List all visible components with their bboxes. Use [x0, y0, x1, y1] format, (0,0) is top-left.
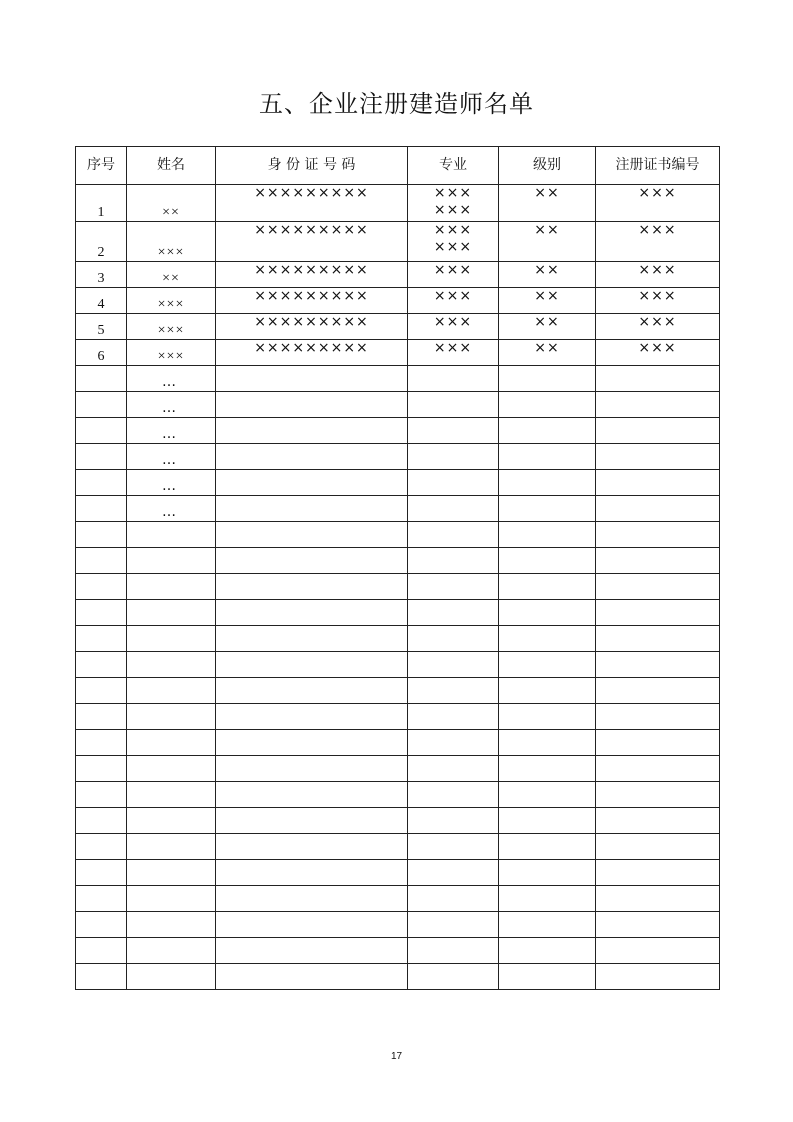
cell-empty — [127, 678, 216, 704]
table-row — [76, 262, 720, 288]
cell-empty — [596, 392, 720, 418]
cell-empty — [408, 626, 499, 652]
cell-empty — [216, 834, 408, 860]
table-row — [76, 834, 720, 860]
cell-empty — [76, 886, 127, 912]
cell-seq: 2 — [76, 222, 127, 262]
cell-name: ×× — [127, 262, 216, 288]
cell-empty — [596, 730, 720, 756]
cell-empty — [216, 912, 408, 938]
cell-name-ellipsis: … — [127, 418, 216, 444]
cell-empty — [499, 886, 596, 912]
cell-id: ××××××××× — [216, 340, 408, 366]
table-row — [76, 314, 720, 340]
column-header-level: 级别 — [499, 147, 596, 185]
cell-empty — [216, 938, 408, 964]
cell-id: ××××××××× — [216, 262, 408, 288]
cell-seq: 4 — [76, 288, 127, 314]
engineer-roster-table — [75, 146, 720, 990]
cell-empty — [596, 912, 720, 938]
cell-cert: ××× — [596, 185, 720, 222]
major-line: ××× — [433, 222, 473, 238]
major-line: ××× — [433, 202, 473, 218]
cell-empty — [408, 444, 499, 470]
cell-empty — [499, 574, 596, 600]
cell-empty — [127, 860, 216, 886]
cell-empty — [76, 704, 127, 730]
cell-empty — [499, 600, 596, 626]
cell-empty — [216, 548, 408, 574]
cell-empty — [216, 860, 408, 886]
cell-empty — [596, 366, 720, 392]
cell-empty — [499, 834, 596, 860]
cell-level: ×× — [499, 262, 596, 288]
cell-empty — [127, 808, 216, 834]
cell-empty — [499, 678, 596, 704]
cell-empty — [408, 704, 499, 730]
cell-empty — [596, 652, 720, 678]
cell-empty — [216, 366, 408, 392]
cell-seq: 6 — [76, 340, 127, 366]
cell-empty — [499, 392, 596, 418]
table-row — [76, 704, 720, 730]
cell-empty — [499, 808, 596, 834]
cell-empty — [76, 678, 127, 704]
cell-empty — [127, 574, 216, 600]
cell-seq — [76, 496, 127, 522]
cell-empty — [216, 808, 408, 834]
cell-empty — [127, 938, 216, 964]
cell-empty — [499, 418, 596, 444]
cell-empty — [408, 756, 499, 782]
cell-id: ××××××××× — [216, 222, 408, 262]
cell-empty — [216, 626, 408, 652]
table-row — [76, 756, 720, 782]
cell-empty — [408, 808, 499, 834]
table-row — [76, 652, 720, 678]
table-row — [76, 392, 720, 418]
cell-empty — [76, 834, 127, 860]
cell-id: ××××××××× — [216, 288, 408, 314]
cell-empty — [499, 782, 596, 808]
cell-empty — [596, 756, 720, 782]
cell-empty — [127, 522, 216, 548]
cell-empty — [499, 496, 596, 522]
table-row — [76, 808, 720, 834]
table-row — [76, 366, 720, 392]
cell-empty — [216, 444, 408, 470]
cell-level: ×× — [499, 314, 596, 340]
cell-empty — [216, 886, 408, 912]
table-row — [76, 470, 720, 496]
cell-name-ellipsis: … — [127, 392, 216, 418]
cell-empty — [408, 470, 499, 496]
cell-empty — [596, 600, 720, 626]
cell-cert: ××× — [596, 340, 720, 366]
cell-empty — [127, 912, 216, 938]
cell-empty — [76, 626, 127, 652]
table-body — [76, 185, 720, 990]
table-row — [76, 222, 720, 262]
cell-seq — [76, 366, 127, 392]
column-header-id: 身 份 证 号 码 — [216, 147, 408, 185]
cell-empty — [596, 704, 720, 730]
cell-empty — [76, 756, 127, 782]
table-row — [76, 860, 720, 886]
cell-empty — [127, 756, 216, 782]
cell-empty — [596, 626, 720, 652]
cell-empty — [596, 444, 720, 470]
cell-name: ××× — [127, 222, 216, 262]
cell-empty — [408, 366, 499, 392]
cell-empty — [216, 730, 408, 756]
cell-empty — [408, 392, 499, 418]
cell-major — [408, 185, 499, 222]
cell-empty — [408, 574, 499, 600]
cell-empty — [216, 470, 408, 496]
cell-empty — [216, 496, 408, 522]
cell-empty — [499, 366, 596, 392]
cell-empty — [76, 548, 127, 574]
cell-empty — [127, 730, 216, 756]
cell-seq — [76, 392, 127, 418]
cell-empty — [408, 522, 499, 548]
cell-level: ×× — [499, 222, 596, 262]
cell-major — [408, 288, 499, 314]
cell-empty — [127, 652, 216, 678]
cell-name: ××× — [127, 340, 216, 366]
cell-seq: 1 — [76, 185, 127, 222]
cell-major — [408, 222, 499, 262]
cell-empty — [499, 470, 596, 496]
cell-empty — [408, 964, 499, 990]
cell-empty — [499, 730, 596, 756]
cell-empty — [216, 964, 408, 990]
cell-cert: ××× — [596, 222, 720, 262]
cell-empty — [408, 730, 499, 756]
cell-level: ×× — [499, 185, 596, 222]
table-row — [76, 185, 720, 222]
table-row — [76, 444, 720, 470]
major-line: ××× — [433, 288, 473, 304]
cell-empty — [216, 600, 408, 626]
cell-empty — [127, 782, 216, 808]
cell-major — [408, 340, 499, 366]
cell-name-ellipsis: … — [127, 366, 216, 392]
cell-seq: 3 — [76, 262, 127, 288]
cell-empty — [596, 470, 720, 496]
cell-empty — [596, 678, 720, 704]
cell-id: ××××××××× — [216, 185, 408, 222]
cell-level: ×× — [499, 288, 596, 314]
cell-empty — [127, 964, 216, 990]
table-header-row — [76, 147, 720, 185]
cell-empty — [76, 964, 127, 990]
cell-empty — [408, 782, 499, 808]
cell-empty — [127, 886, 216, 912]
cell-empty — [127, 834, 216, 860]
table-row — [76, 626, 720, 652]
cell-empty — [408, 912, 499, 938]
major-line: ××× — [433, 185, 473, 201]
cell-empty — [408, 938, 499, 964]
cell-empty — [216, 756, 408, 782]
page-number: 17 — [390, 1051, 403, 1062]
table-row — [76, 340, 720, 366]
cell-empty — [408, 860, 499, 886]
cell-empty — [596, 574, 720, 600]
major-line: ××× — [433, 262, 473, 278]
cell-empty — [408, 418, 499, 444]
cell-name-ellipsis: … — [127, 496, 216, 522]
cell-major — [408, 262, 499, 288]
cell-empty — [216, 652, 408, 678]
cell-empty — [216, 678, 408, 704]
cell-empty — [76, 782, 127, 808]
cell-empty — [499, 548, 596, 574]
cell-empty — [216, 574, 408, 600]
cell-empty — [76, 574, 127, 600]
table-row — [76, 782, 720, 808]
cell-seq: 5 — [76, 314, 127, 340]
table-row — [76, 600, 720, 626]
cell-empty — [76, 652, 127, 678]
table-row — [76, 548, 720, 574]
cell-empty — [216, 418, 408, 444]
cell-empty — [499, 652, 596, 678]
cell-empty — [596, 522, 720, 548]
cell-name: ××× — [127, 288, 216, 314]
cell-empty — [408, 652, 499, 678]
table-row — [76, 522, 720, 548]
cell-seq — [76, 418, 127, 444]
table-row — [76, 574, 720, 600]
table-row — [76, 938, 720, 964]
cell-empty — [596, 834, 720, 860]
cell-empty — [499, 860, 596, 886]
table-row — [76, 496, 720, 522]
cell-empty — [596, 496, 720, 522]
cell-empty — [216, 522, 408, 548]
column-header-seq: 序号 — [76, 147, 127, 185]
cell-empty — [408, 548, 499, 574]
cell-empty — [127, 704, 216, 730]
cell-empty — [499, 704, 596, 730]
cell-empty — [216, 704, 408, 730]
cell-level: ×× — [499, 340, 596, 366]
table-row — [76, 418, 720, 444]
table-row — [76, 912, 720, 938]
cell-empty — [216, 782, 408, 808]
major-line: ××× — [433, 340, 473, 356]
cell-empty — [499, 964, 596, 990]
major-line: ××× — [433, 314, 473, 330]
cell-empty — [408, 496, 499, 522]
cell-empty — [76, 600, 127, 626]
cell-cert: ××× — [596, 288, 720, 314]
cell-name-ellipsis: … — [127, 444, 216, 470]
cell-major — [408, 314, 499, 340]
cell-empty — [499, 522, 596, 548]
cell-empty — [499, 912, 596, 938]
column-header-cert: 注册证书编号 — [596, 147, 720, 185]
cell-empty — [499, 444, 596, 470]
cell-empty — [596, 938, 720, 964]
column-header-major: 专业 — [408, 147, 499, 185]
cell-empty — [408, 834, 499, 860]
cell-empty — [76, 860, 127, 886]
cell-empty — [596, 548, 720, 574]
cell-empty — [596, 418, 720, 444]
cell-empty — [76, 522, 127, 548]
cell-empty — [76, 808, 127, 834]
cell-empty — [76, 912, 127, 938]
cell-cert: ××× — [596, 262, 720, 288]
cell-empty — [216, 392, 408, 418]
table-row — [76, 288, 720, 314]
table-row — [76, 964, 720, 990]
cell-empty — [408, 600, 499, 626]
cell-cert: ××× — [596, 314, 720, 340]
cell-empty — [127, 548, 216, 574]
cell-name-ellipsis: … — [127, 470, 216, 496]
cell-empty — [499, 938, 596, 964]
major-line: ××× — [433, 239, 473, 255]
cell-empty — [596, 886, 720, 912]
cell-empty — [127, 626, 216, 652]
cell-empty — [596, 964, 720, 990]
table-row — [76, 730, 720, 756]
cell-empty — [408, 886, 499, 912]
cell-seq — [76, 444, 127, 470]
cell-empty — [127, 600, 216, 626]
table-row — [76, 886, 720, 912]
table-row — [76, 678, 720, 704]
cell-empty — [499, 756, 596, 782]
column-header-name: 姓名 — [127, 147, 216, 185]
cell-empty — [596, 808, 720, 834]
cell-empty — [596, 782, 720, 808]
cell-empty — [76, 938, 127, 964]
page-title: 五、企业注册建造师名单 — [259, 90, 534, 118]
cell-empty — [499, 626, 596, 652]
cell-id: ××××××××× — [216, 314, 408, 340]
cell-seq — [76, 470, 127, 496]
cell-empty — [596, 860, 720, 886]
cell-empty — [408, 678, 499, 704]
cell-empty — [76, 730, 127, 756]
cell-name: ××× — [127, 314, 216, 340]
cell-name: ×× — [127, 185, 216, 222]
